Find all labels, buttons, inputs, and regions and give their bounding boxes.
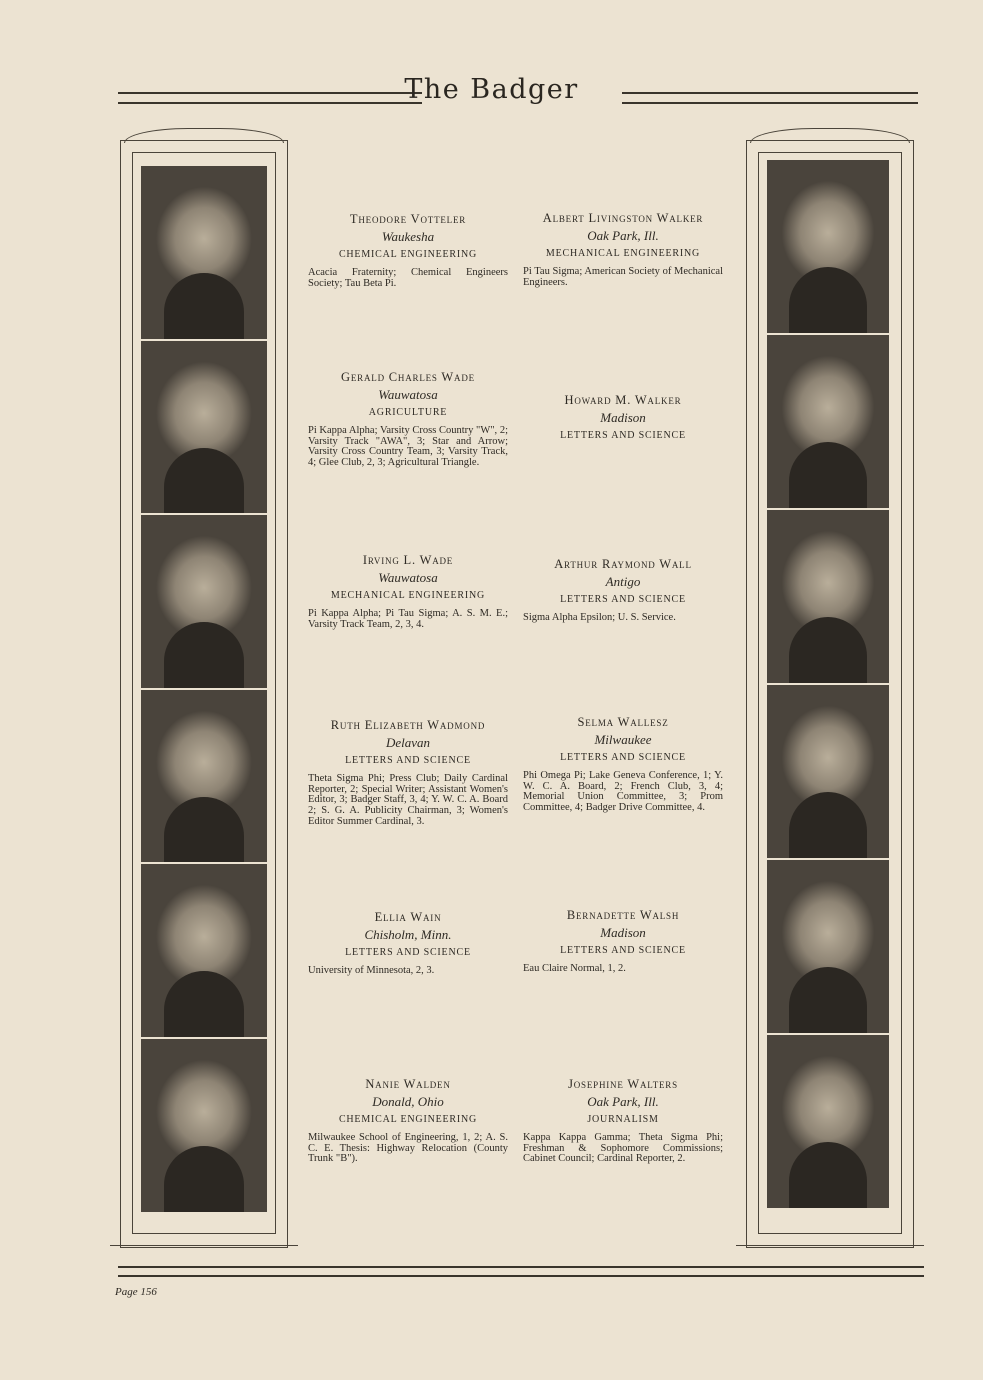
student-hometown: Wauwatosa <box>378 570 438 585</box>
student-activities: Theta Sigma Phi; Press Club; Daily Cardinal Reporter, 2; Special Writer; Assistant Women's Editor, 3; Badger Staff, 3, 4; Y. W. C. A. Board 2; S. G. A. Publicity Chairman, 3; Women's Editor Summer Cardinal, 3. <box>308 773 508 827</box>
portrait-photo <box>767 1035 889 1210</box>
student-entry <box>308 370 508 469</box>
student-department: LETTERS AND SCIENCE <box>560 594 686 605</box>
student-name: Bernadette Walsh <box>566 908 680 922</box>
student-department: LETTERS AND SCIENCE <box>345 755 471 766</box>
portrait-photo <box>141 341 267 516</box>
portrait-photo <box>767 335 889 510</box>
student-hometown: Antigo <box>605 574 641 589</box>
student-name: Theodore Votteler <box>349 212 467 226</box>
student-department: LETTERS AND SCIENCE <box>560 945 686 956</box>
student-entry <box>523 1077 723 1165</box>
student-department: LETTERS AND SCIENCE <box>345 947 471 958</box>
student-hometown: Milwaukee <box>594 732 652 747</box>
student-name: Irving L. Wade <box>362 553 454 567</box>
student-activities: Pi Kappa Alpha; Pi Tau Sigma; A. S. M. E.; Varsity Track Team, 2, 3, 4. <box>308 608 508 630</box>
student-hometown: Oak Park, Ill. <box>587 228 659 243</box>
student-entry <box>308 212 508 289</box>
right-portraits <box>767 160 889 1210</box>
portrait-photo <box>767 860 889 1035</box>
student-department: CHEMICAL ENGINEERING <box>338 1114 478 1125</box>
student-name: Josephine Walters <box>568 1077 678 1091</box>
student-entry <box>523 393 723 441</box>
student-entry <box>523 908 723 975</box>
student-name: Selma Wallesz <box>577 715 669 729</box>
student-hometown: Wauwatosa <box>378 387 438 402</box>
student-hometown: Donald, Ohio <box>372 1094 444 1109</box>
student-activities: Sigma Alpha Epsilon; U. S. Service. <box>523 612 676 623</box>
student-activities: Milwaukee School of Engineering, 1, 2; A. S. C. E. Thesis: Highway Relocation (County Trunk "B"). <box>308 1132 508 1165</box>
student-department: JOURNALISM <box>587 1114 659 1125</box>
student-entry <box>308 553 508 630</box>
page-header <box>0 74 983 114</box>
student-activities: Pi Kappa Alpha; Varsity Cross Country "W", 2; Varsity Track "AWA", 3; Star and Arrow; Varsity Cross Country Team, 3; Varsity Track, 4; Glee Club, 2, 3; Agricultural Triangle. <box>308 425 508 469</box>
portrait-photo <box>767 685 889 860</box>
portrait-photo <box>141 515 267 690</box>
student-entry <box>308 1077 508 1165</box>
student-activities: Eau Claire Normal, 1, 2. <box>523 963 626 974</box>
student-activities: Kappa Kappa Gamma; Theta Sigma Phi; Freshman & Sophomore Commissions; Cabinet Council; Cardinal Reporter, 2. <box>523 1132 723 1165</box>
student-hometown: Oak Park, Ill. <box>587 1094 659 1109</box>
student-hometown: Madison <box>600 410 646 425</box>
student-entry <box>308 910 508 977</box>
portrait-photo <box>141 166 267 341</box>
student-name: Gerald Charles Wade <box>341 370 475 384</box>
student-department: MECHANICAL ENGINEERING <box>330 590 486 601</box>
student-activities: Pi Tau Sigma; American Society of Mechanical Engineers. <box>523 266 723 288</box>
student-department: LETTERS AND SCIENCE <box>560 752 686 763</box>
student-name: Ruth Elizabeth Wadmond <box>330 718 486 732</box>
left-portraits <box>141 166 267 1214</box>
student-hometown: Delavan <box>385 735 431 750</box>
portrait-photo <box>141 690 267 865</box>
student-hometown: Chisholm, Minn. <box>364 927 452 942</box>
portrait-photo <box>141 1039 267 1214</box>
portrait-photo <box>141 864 267 1039</box>
student-entry <box>523 715 723 814</box>
student-name: Ellia Wain <box>374 910 442 924</box>
student-hometown: Waukesha <box>381 229 435 244</box>
student-department: AGRICULTURE <box>368 407 448 418</box>
student-department: LETTERS AND SCIENCE <box>560 430 686 441</box>
student-department: CHEMICAL ENGINEERING <box>338 249 478 260</box>
student-entry <box>523 211 723 288</box>
student-entry <box>308 718 508 828</box>
student-activities: University of Minnesota, 2, 3. <box>308 965 435 976</box>
student-name: Howard M. Walker <box>564 393 682 407</box>
page-number: Page 156 <box>115 1286 157 1298</box>
student-name: Arthur Raymond Wall <box>554 557 692 571</box>
student-name: Nanie Walden <box>365 1077 451 1091</box>
student-activities: Acacia Fraternity; Chemical Engineers Society; Tau Beta Pi. <box>308 267 508 289</box>
student-entry <box>523 557 723 624</box>
student-department: MECHANICAL ENGINEERING <box>545 248 701 259</box>
portrait-photo <box>767 510 889 685</box>
student-hometown: Madison <box>600 925 646 940</box>
student-activities: Phi Omega Pi; Lake Geneva Conference, 1; Y. W. C. A. Board, 2; French Club, 3, 4; Memorial Union Committee, 3; Prom Committee, 4; Badger Drive Committee, 4. <box>523 770 723 814</box>
footer-rule <box>118 1266 924 1277</box>
portrait-photo <box>767 160 889 335</box>
student-name: Albert Livingston Walker <box>542 211 704 225</box>
page-title: The Badger <box>404 74 579 105</box>
